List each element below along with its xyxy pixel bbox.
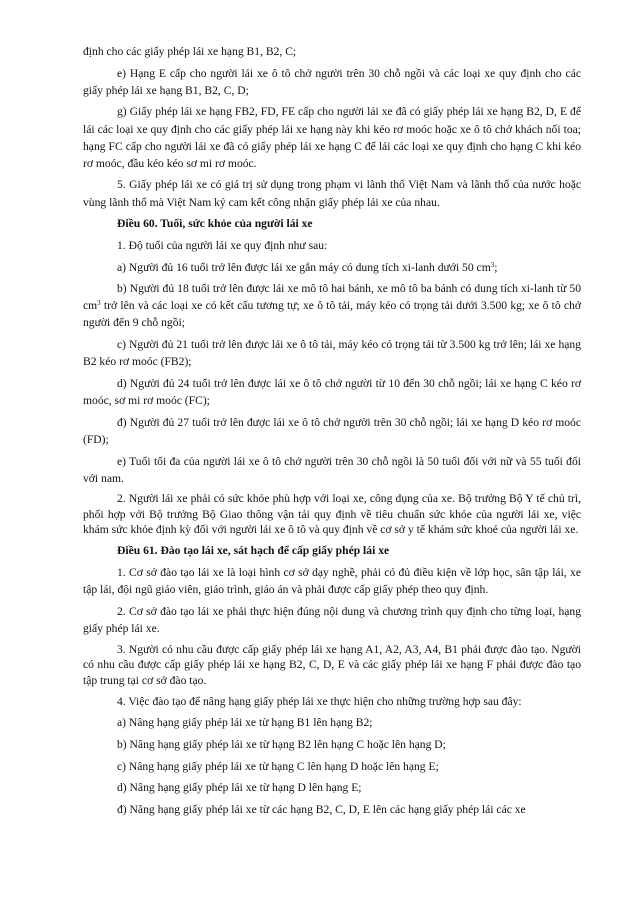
paragraph-upgrade-c: c) Nâng hạng giấy phép lái xe từ hạng C lên hạng D hoặc lên hạng E; [117,759,439,773]
paragraph-age-c: c) Người đủ 21 tuổi trở lên được lái xe ô tô tải, máy kéo có trọng tải từ 3.500 kg trở lên; lái xe hạng B2 kéo rơ moóc (FB2); [83,338,581,369]
paragraph-training-1: 1. Cơ sở đào tạo lái xe là loại hình cơ sở dạy nghề, phải có đủ điều kiện về lớp học, sân tập lái, xe tập lái, đội ngũ giáo viên, giáo trình, giáo án và phải được cấp giấy phép theo quy định. [83,566,581,597]
article-60-heading: Điều 60. Tuổi, sức khỏe của người lái xe [117,217,313,231]
paragraph-age-b-end: trở lên và các loại xe có kết cấu tương tự; xe ô tô tải, máy kéo có trọng tải dưới 3.500 kg; xe ô tô chở người đến 9 chỗ ngồi; [83,299,581,330]
paragraph-age-e: e) Tuổi tối đa của người lái xe ô tô chở người trên 30 chỗ ngồi là 50 tuổi đối với nữ và 55 tuổi đối với nam. [83,454,581,485]
paragraph-age-a [83,259,581,276]
document-body [83,43,581,823]
paragraph-age-b [83,280,581,331]
paragraph-upgrade-a: a) Nâng hạng giấy phép lái xe từ hạng B1 lên hạng B2; [117,716,373,730]
paragraph-clause-g: g) Giấy phép lái xe hạng FB2, FD, FE cấp cho người lái xe đã có giấy phép lái xe hạng B2, D, E để lái các loại xe quy định cho các giấy phép lái xe hạng này khi kéo rơ moóc hoặc xe ô tô chở khách nối toa; hạng FC cấp cho người lái xe đã có giấy phép lái xe hạng C để lái các loại xe quy định cho hạng C khi kéo rơ moóc, đầu kéo kéo sơ mi rơ moóc. [83,105,581,170]
paragraph-clause-e: e) Hạng E cấp cho người lái xe ô tô chở người trên 30 chỗ ngồi và các loại xe quy định cho các giấy phép lái xe hạng B1, B2, C, D; [83,66,581,97]
paragraph-upgrade-d: d) Nâng hạng giấy phép lái xe từ hạng D lên hạng E; [117,781,362,795]
paragraph-age-dd: đ) Người đủ 27 tuổi trở lên được lái xe ô tô chở người trên 30 chỗ ngồi; lái xe hạng D kéo rơ moóc (FD); [83,415,581,446]
paragraph-training-2: 2. Cơ sở đào tạo lái xe phải thực hiện đúng nội dung và chương trình quy định cho từng loại, hạng giấy phép lái xe. [83,604,581,635]
paragraph-age-a-text: a) Người đủ 16 tuổi trở lên được lái xe gắn máy có dung tích xi-lanh dưới 50 cm [117,260,491,274]
superscript-cubed: 3 [490,260,495,269]
article-61-heading: Điều 61. Đào tạo lái xe, sát hạch để cấp giấy phép lái xe [117,544,390,558]
paragraph-age-a-end: ; [494,260,498,274]
superscript-cubed: 3 [97,299,101,308]
paragraph-health: 2. Người lái xe phải có sức khỏe phù hợp với loại xe, công dụng của xe. Bộ trưởng Bộ Y tế chủ trì, phối hợp với Bộ trưởng Bộ Giao thông vận tải quy định về tiêu chuẩn sức khỏe của người lái xe, việc khám sức khỏe định kỳ đối với người lái xe ô tô và quy định về cơ sở y tế khám sức khoẻ của người lái xe. [83,492,581,537]
paragraph-age-intro: 1. Độ tuổi của người lái xe quy định như sau: [117,238,328,252]
paragraph-training-3: 3. Người có nhu cầu được cấp giấy phép lái xe hạng A1, A2, A3, A4, B1 phải được đào tạo. Người có nhu cầu được cấp giấy phép lái xe hạng B2, C, D, E và các giấy phép lái xe hạng F phải được đào tạo tập trung tại cơ sở đào tạo. [83,642,581,687]
paragraph-continuation: định cho các giấy phép lái xe hạng B1, B2, C; [83,45,297,58]
paragraph-upgrade-dd: đ) Nâng hạng giấy phép lái xe từ các hạng B2, C, D, E lên các hạng giấy phép lái các xe [117,803,526,817]
paragraph-age-d: d) Người đủ 24 tuổi trở lên được lái xe ô tô chở người từ 10 đến 30 chỗ ngồi; lái xe hạng C kéo rơ moóc, sơ mi rơ moóc (FC); [83,376,581,408]
paragraph-training-4: 4. Việc đào tạo để nâng hạng giấy phép lái xe thực hiện cho những trường hợp sau đây: [117,694,522,708]
paragraph-item-5: 5. Giấy phép lái xe có giá trị sử dụng trong phạm vi lãnh thổ Việt Nam và lãnh thổ của nước hoặc vùng lãnh thổ mà Việt Nam ký cam kết công nhận giấy phép lái xe của nhau. [83,178,581,209]
paragraph-upgrade-b: b) Nâng hạng giấy phép lái xe từ hạng B2 lên hạng C hoặc lên hạng D; [117,738,446,752]
paragraph-age-b-text: b) Người đủ 18 tuổi trở lên được lái xe mô tô hai bánh, xe mô tô ba bánh có dung tích xi-lanh từ 50 cm [83,282,581,313]
